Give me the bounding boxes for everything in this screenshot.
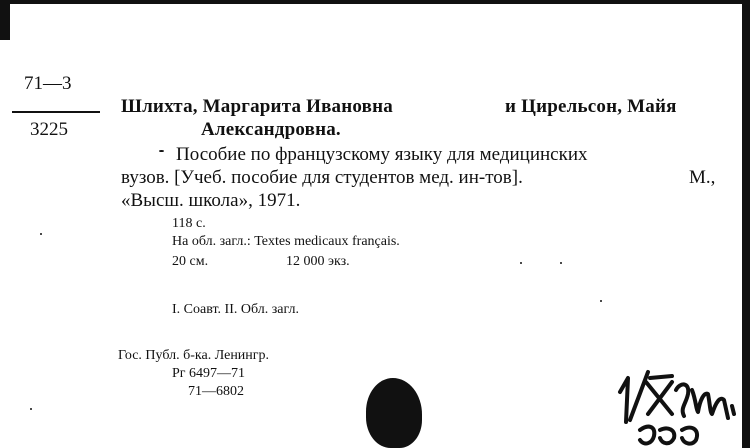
cover-title-note: На обл. загл.: Textes medicaux français. <box>172 234 400 249</box>
ink-blot <box>366 378 422 448</box>
title-line-1: Пособие по французскому языку для медицинских <box>176 144 588 165</box>
classification-bottom: 3225 <box>30 119 68 140</box>
handwritten-annotation <box>600 360 745 448</box>
ink-speck <box>159 150 164 152</box>
ink-speck <box>40 233 42 235</box>
author-primary: Шлихта, Маргарита Ивановна <box>121 96 393 117</box>
library-code-2: 71—6802 <box>188 384 244 399</box>
title-line-2: вузов. [Учеб. пособие для студентов мед. ин-тов]. <box>121 167 523 188</box>
pages: 118 с. <box>172 216 206 231</box>
author-coauthor: и Цирельсон, Майя <box>505 96 677 117</box>
classification-top: 71—3 <box>24 73 72 94</box>
publisher-year: «Высш. школа», 1971. <box>121 190 301 211</box>
library-name: Гос. Публ. б-ка. Ленингр. <box>118 348 270 363</box>
classification-rule <box>12 111 100 113</box>
card-left-edge <box>0 0 10 40</box>
ink-speck <box>560 262 562 264</box>
library-code-1: Рг 6497—71 <box>172 366 246 381</box>
ink-speck <box>520 262 522 264</box>
tracings: I. Соавт. II. Обл. загл. <box>172 302 299 317</box>
ink-speck <box>30 408 32 410</box>
dimensions: 20 см. <box>172 254 209 269</box>
print-run: 12 000 экз. <box>286 254 350 269</box>
author-coauthor-continued: Александровна. <box>201 119 341 140</box>
publication-place: М., <box>689 167 716 188</box>
card-top-edge <box>8 0 750 4</box>
ink-speck <box>600 300 602 302</box>
